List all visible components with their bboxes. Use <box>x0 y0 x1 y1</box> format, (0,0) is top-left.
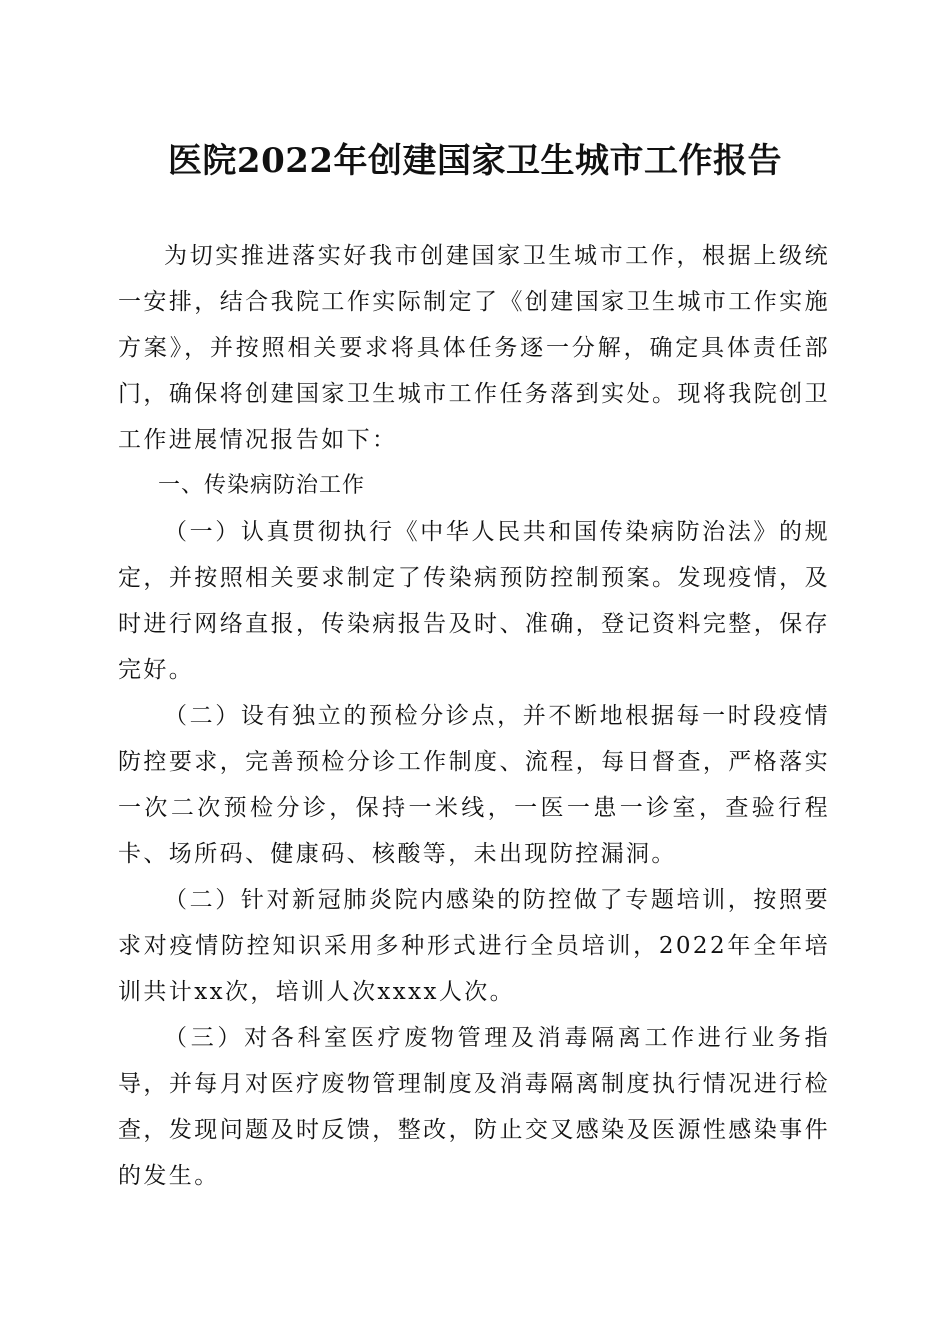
document-body <box>118 233 830 1199</box>
section-heading: 一、传染病防治工作 <box>158 473 366 498</box>
intro-paragraph: 为切实推进落实好我市创建国家卫生城市工作，根据上级统一安排，结合我院工作实际制定了《创建国家卫生城市工作实施方案》，并按照相关要求将具体任务逐一分解，确定具体责任部门，确保将创建国家卫生城市工作任务落到实处。现将我院创卫工作进展情况报告如下： <box>118 243 830 453</box>
section-paragraph-3: （二）针对新冠肺炎院内感染的防控做了专题培训，按照要求对疫情防控知识采用多种形式进行全员培训，2022年全年培训共计xx次，培训人次xxxx人次。 <box>118 887 830 1005</box>
section-paragraph-1: （一）认真贯彻执行《中华人民共和国传染病防治法》的规定，并按照相关要求制定了传染病预防控制预案。发现疫情，及时进行网络直报，传染病报告及时、准确，登记资料完整，保存完好。 <box>118 519 830 683</box>
section-paragraph-2: （二）设有独立的预检分诊点，并不断地根据每一时段疫情防控要求，完善预检分诊工作制度、流程，每日督查，严格落实一次二次预检分诊，保持一米线，一医一患一诊室，查验行程卡、场所码、健康码、核酸等，未出现防控漏洞。 <box>118 703 830 867</box>
section-paragraph-4: （三）对各科室医疗废物管理及消毒隔离工作进行业务指导，并每月对医疗废物管理制度及消毒隔离制度执行情况进行检查，发现问题及时反馈，整改，防止交叉感染及医源性感染事件的发生。 <box>118 1025 830 1189</box>
document-title: 医院2022年创建国家卫生城市工作报告 <box>167 141 783 181</box>
